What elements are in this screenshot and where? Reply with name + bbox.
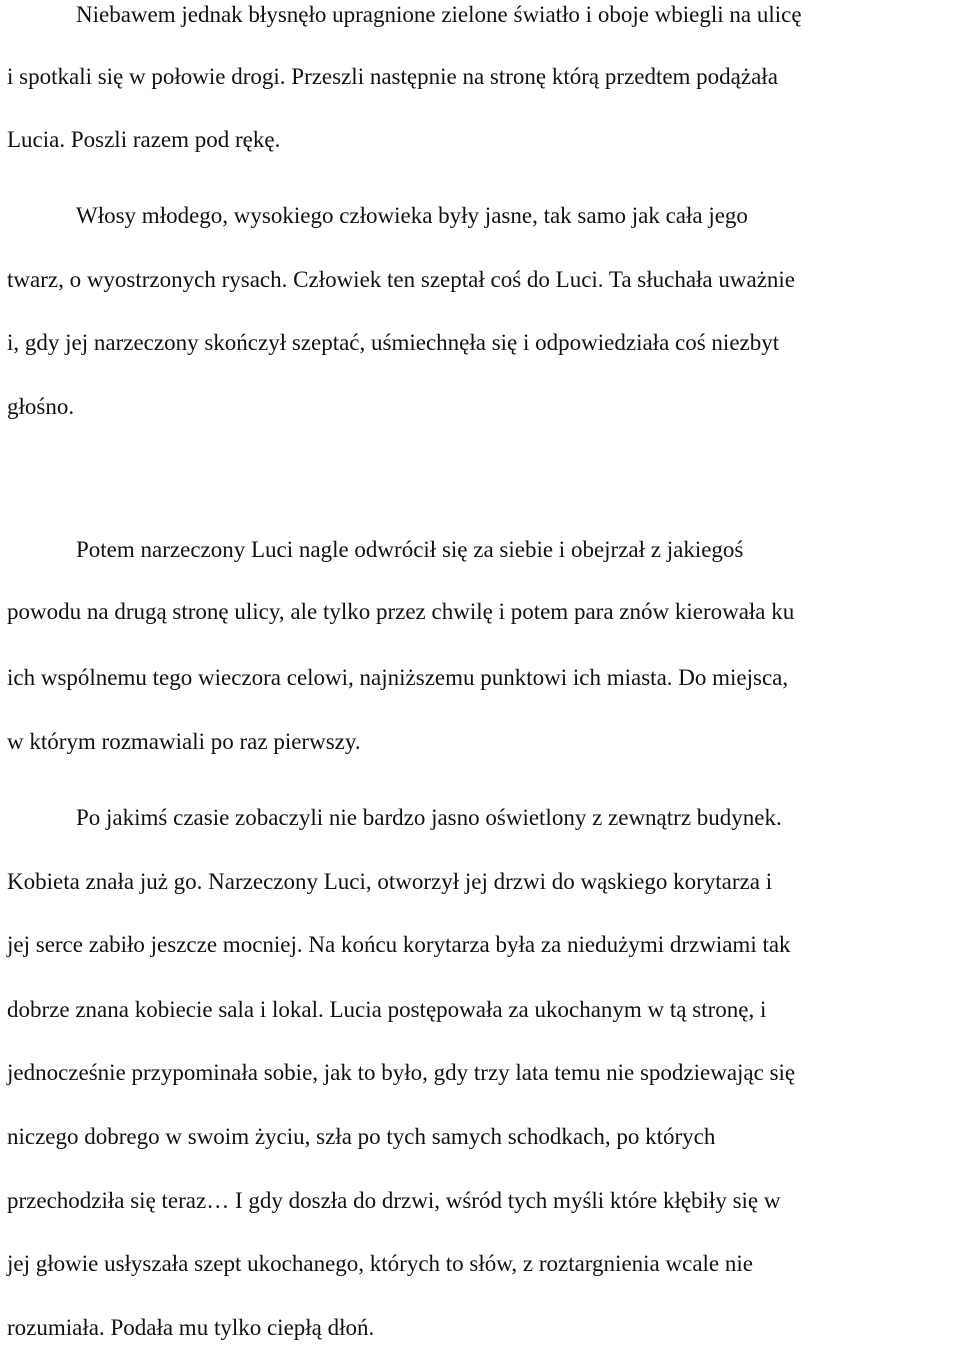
text-line: Potem narzeczony Luci nagle odwrócił się za siebie i obejrzał z jakiegoś — [76, 537, 744, 562]
text-line: jednocześnie przypominała sobie, jak to było, gdy trzy lata temu nie spodziewając się — [7, 1060, 796, 1085]
text-line: przechodziła się teraz… I gdy doszła do drzwi, wśród tych myśli które kłębiły się w — [7, 1188, 781, 1213]
text-line: ich wspólnemu tego wieczora celowi, najniższemu punktowi ich miasta. Do miejsca, — [7, 665, 789, 690]
text-line: powodu na drugą stronę ulicy, ale tylko przez chwilę i potem para znów kierowała ku — [7, 599, 795, 624]
text-line: dobrze znana kobiecie sala i lokal. Lucia postępowała za ukochanym w tą stronę, i — [7, 997, 767, 1022]
text-line: głośno. — [7, 394, 75, 419]
text-line: i spotkali się w połowie drogi. Przeszli następnie na stronę którą przedtem podążała — [7, 64, 778, 89]
text-line: twarz, o wyostrzonych rysach. Człowiek ten szeptał coś do Luci. Ta słuchała uważnie — [7, 267, 796, 292]
text-line: w którym rozmawiali po raz pierwszy. — [7, 729, 361, 754]
text-line: Kobieta znała już go. Narzeczony Luci, otworzył jej drzwi do wąskiego korytarza i — [7, 869, 773, 894]
text-line: jej serce zabiło jeszcze mocniej. Na końcu korytarza była za niedużymi drzwiami tak — [7, 932, 791, 957]
text-line: jej głowie usłyszała szept ukochanego, których to słów, z roztargnienia wcale nie — [7, 1251, 753, 1276]
text-line: rozumiała. Podała mu tylko ciepłą dłoń. — [7, 1315, 375, 1340]
text-line: Włosy młodego, wysokiego człowieka były jasne, tak samo jak cała jego — [76, 203, 748, 228]
text-line: niczego dobrego w swoim życiu, szła po tych samych schodkach, po których — [7, 1124, 716, 1149]
text-line: Niebawem jednak błysnęło upragnione zielone światło i oboje wbiegli na ulicę — [76, 2, 802, 27]
text-line: Po jakimś czasie zobaczyli nie bardzo jasno oświetlony z zewnątrz budynek. — [76, 805, 782, 830]
text-line: i, gdy jej narzeczony skończył szeptać, uśmiechnęła się i odpowiedziała coś niezbyt — [7, 330, 780, 355]
text-line: Lucia. Poszli razem pod rękę. — [7, 127, 281, 152]
